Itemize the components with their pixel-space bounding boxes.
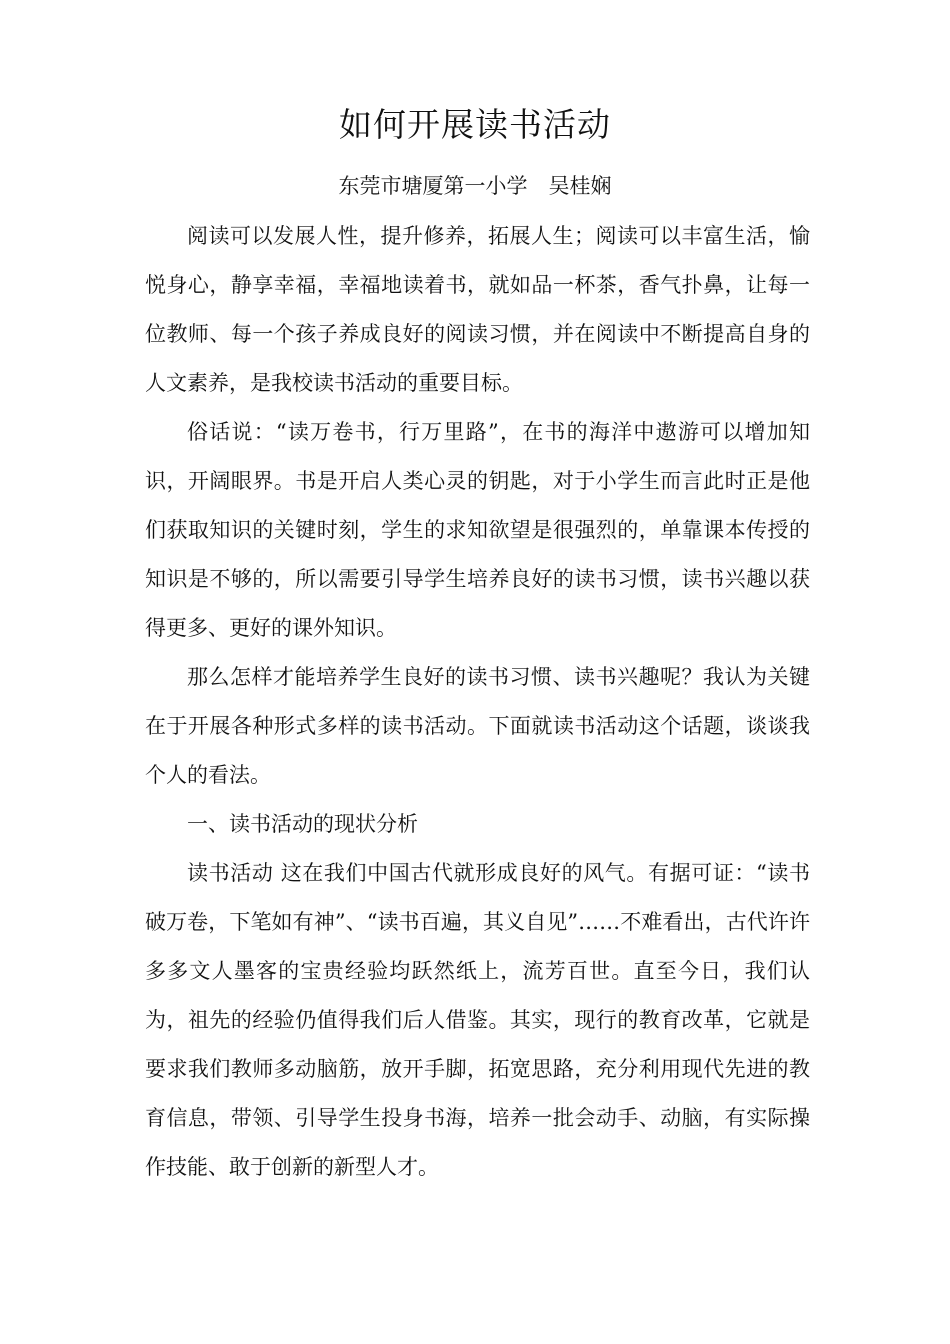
document-body	[145, 212, 810, 1192]
paragraph-history: 读书活动 这在我们中国古代就形成良好的风气。有据可证：“读书破万卷，下笔如有神”、“读书百遍，其义自见”……不难看出，古代许许多多文人墨客的宝贵经验均跃然纸上，流芳百世。直至今日，我们认为，祖先的经验仍值得我们后人借鉴。其实，现行的教育改革，它就是要求我们教师多动脑筋，放开手脚，拓宽思路，充分利用现代先进的教育信息，带领、引导学生投身书海，培养一批会动手、动脑，有实际操作技能、敢于创新的新型人才。	[145, 861, 810, 1179]
paragraph-question: 那么怎样才能培养学生良好的读书习惯、读书兴趣呢？我认为关键在于开展各种形式多样的读书活动。下面就读书活动这个话题，谈谈我个人的看法。	[145, 665, 810, 787]
document-title: 如何开展读书活动	[339, 105, 611, 144]
section-heading: 一、读书活动的现状分析	[187, 812, 418, 836]
paragraph-intro: 阅读可以发展人性，提升修养，拓展人生；阅读可以丰富生活，愉悦身心，静享幸福，幸福地读着书，就如品一杯茶，香气扑鼻，让每一位教师、每一个孩子养成良好的阅读习惯，并在阅读中不断提高自身的人文素养，是我校读书活动的重要目标。	[145, 224, 810, 395]
paragraph-proverb: 俗话说：“读万卷书，行万里路”，在书的海洋中遨游可以增加知识，开阔眼界。书是开启人类心灵的钥匙，对于小学生而言此时正是他们获取知识的关键时刻，学生的求知欲望是很强烈的，单靠课本传授的知识是不够的，所以需要引导学生培养良好的读书习惯，读书兴趣以获得更多、更好的课外知识。	[145, 420, 810, 640]
author-byline: 东莞市塘厦第一小学 吴桂娴	[338, 174, 612, 198]
